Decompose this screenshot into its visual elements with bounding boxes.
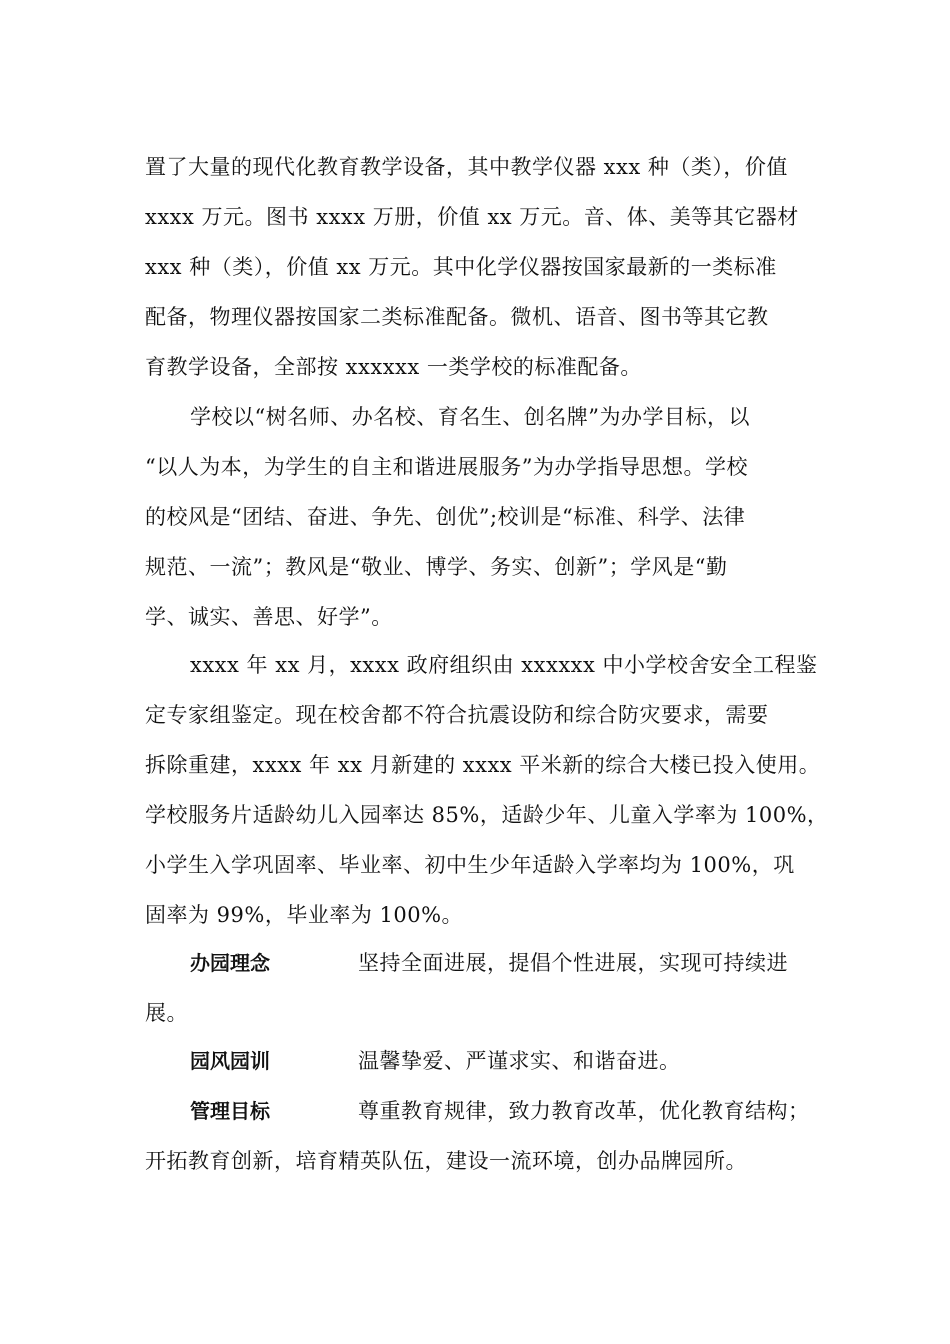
philosophy-label: 办园理念: [190, 951, 270, 975]
paragraph-1-line-4: 配备，物理仪器按国家二类标准配备。微机、语音、图书等其它教: [145, 305, 769, 329]
paragraph-1-line-5: 育教学设备，全部按 xxxxxx 一类学校的标准配备。: [145, 355, 642, 379]
motto-label: 园风园训: [190, 1049, 270, 1073]
paragraph-3-line-1: xxxx 年 xx 月，xxxx 政府组织由 xxxxxx 中小学校舍安全工程鉴: [190, 653, 818, 677]
paragraph-2-line-2: “以人为本，为学生的自主和谐进展服务”为办学指导思想。学校: [145, 455, 748, 479]
paragraph-3-line-4: 学校服务片适龄幼儿入园率达 85%，适龄少年、儿童入学率为 100%，: [145, 803, 829, 827]
philosophy-continuation: 展。: [145, 1001, 188, 1025]
goal-continuation: 开拓教育创新，培育精英队伍，建设一流环境，创办品牌园所。: [145, 1149, 747, 1173]
paragraph-3-line-2: 定专家组鉴定。现在校舍都不符合抗震设防和综合防灾要求，需要: [145, 703, 769, 727]
motto-value: 温馨挚爱、严谨求实、和谐奋进。: [358, 1049, 681, 1073]
paragraph-3-line-6: 固率为 99%，毕业率为 100%。: [145, 903, 464, 927]
goal-value: 尊重教育规律，致力教育改革，优化教育结构；: [358, 1099, 810, 1123]
philosophy-value: 坚持全面进展，提倡个性进展，实现可持续进: [358, 951, 788, 975]
paragraph-1-line-3: xxx 种（类），价值 xx 万元。其中化学仪器按国家最新的一类标准: [145, 255, 777, 279]
paragraph-2-line-5: 学、诚实、善思、好学”。: [145, 605, 393, 629]
paragraph-3-line-3: 拆除重建，xxxx 年 xx 月新建的 xxxx 平米新的综合大楼已投入使用。: [145, 753, 821, 777]
goal-label: 管理目标: [190, 1099, 270, 1123]
paragraph-2-line-3: 的校风是“团结、奋进、争先、创优”;校训是“标准、科学、法律: [145, 505, 746, 529]
paragraph-2-line-4: 规范、一流”；教风是“敬业、博学、务实、创新”；学风是“勤: [145, 555, 728, 579]
paragraph-3-line-5: 小学生入学巩固率、毕业率、初中生少年适龄入学率均为 100%，巩: [145, 853, 795, 877]
paragraph-1-line-2: xxxx 万元。图书 xxxx 万册，价值 xx 万元。音、体、美等其它器材: [145, 205, 799, 229]
paragraph-1-line-1: 置了大量的现代化教育教学设备，其中教学仪器 xxx 种（类），价值: [145, 155, 788, 179]
paragraph-2-line-1: 学校以“树名师、办名校、育名生、创名牌”为办学目标，以: [190, 405, 750, 429]
